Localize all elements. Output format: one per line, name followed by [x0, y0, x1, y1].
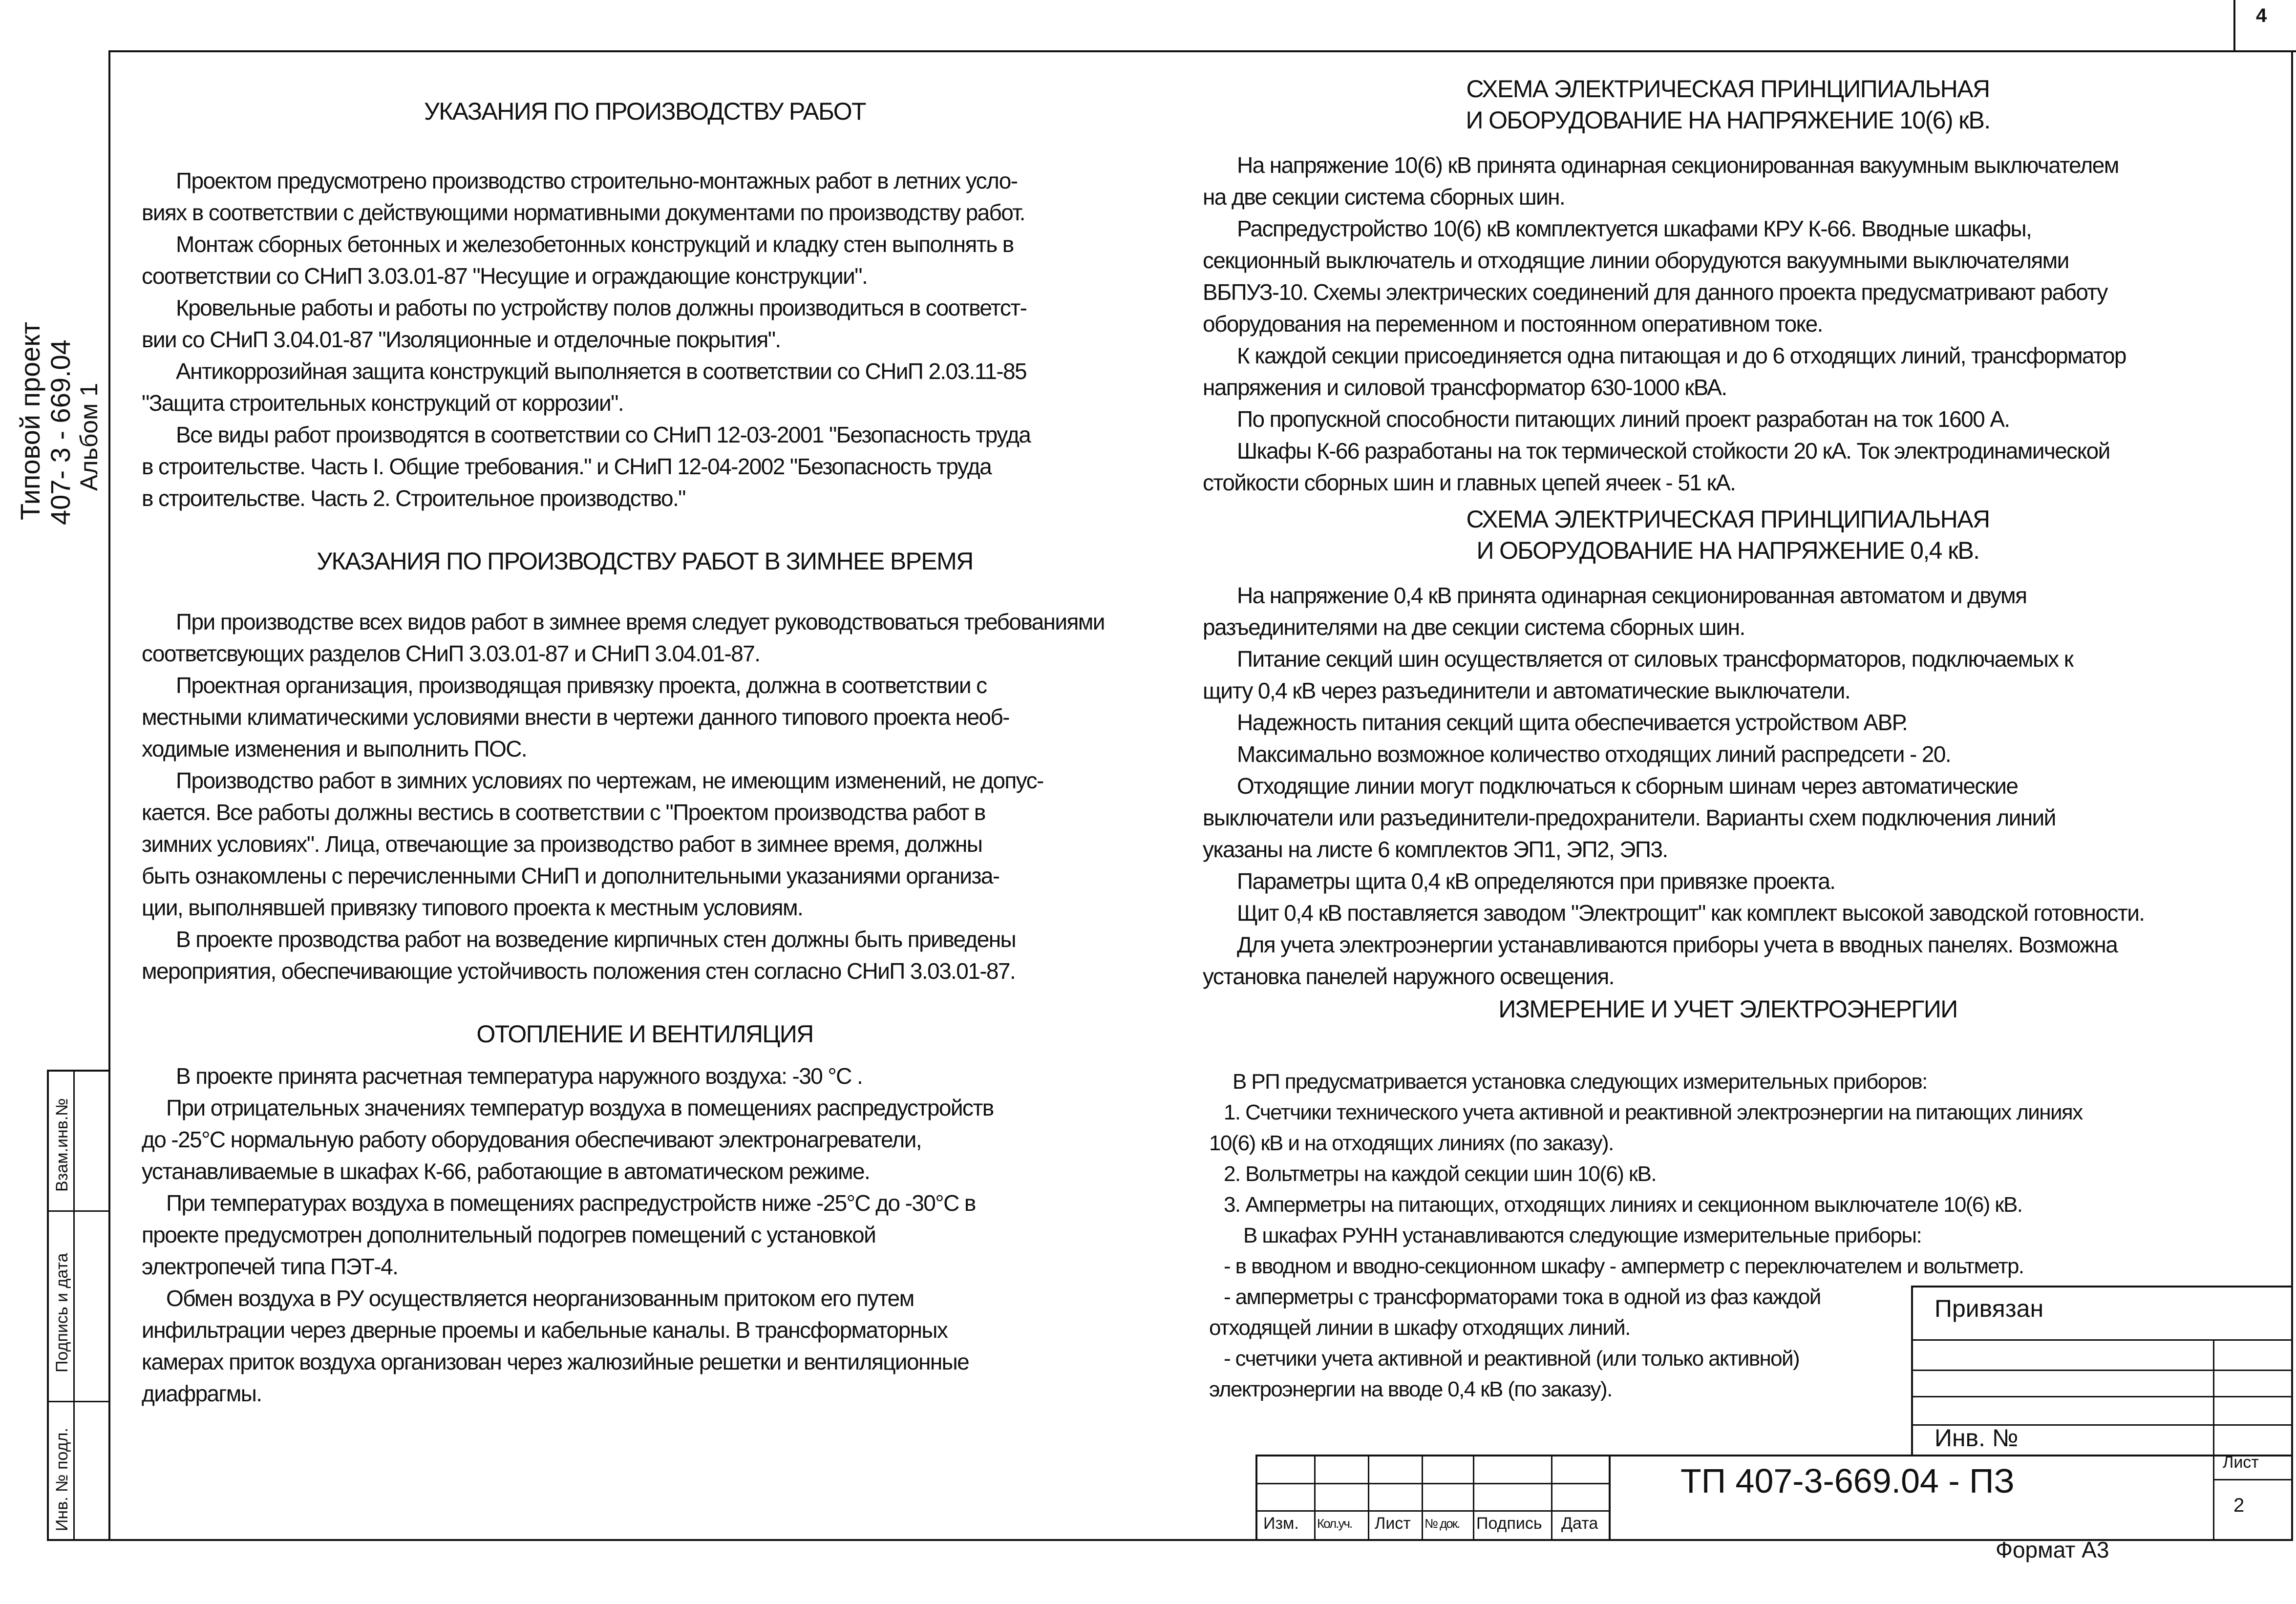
text-line: разъединителями на две секции система сборных шин.: [1203, 614, 1745, 640]
text-line: - амперметры с трансформаторами тока в одной из фаз каждой: [1224, 1285, 1821, 1309]
text-line: соответствии со СНиП 3.03.01-87 "Несущие и ограждающие конструкции".: [142, 263, 868, 289]
side-title-line2: 407- 3 - 669.04: [45, 339, 76, 525]
text-line: Монтаж сборных бетонных и железобетонных конструкций и кладку стен выполнять в: [176, 232, 1014, 257]
text-line: ции, выполнявшей привязку типового проекта к местным условиям.: [142, 895, 803, 920]
privyazan-box-vdiv: [2213, 1339, 2214, 1456]
text-line: быть ознакомлены с перечисленными СНиП и дополнительными указаниями организа-: [142, 863, 999, 888]
text-line: Кровельные работы и работы по устройству полов должны производиться в соответст-: [176, 295, 1027, 320]
text-line: В проекте принята расчетная температура наружного воздуха: -30 °С .: [176, 1063, 863, 1089]
text-line: электропечей типа ПЭТ-4.: [142, 1254, 398, 1279]
stamp-sheet-left: [2213, 1455, 2214, 1541]
text-line: Параметры щита 0,4 кВ определяются при привязке проекта.: [1237, 868, 1835, 894]
stamp-top: [1255, 1455, 2293, 1456]
privyazan-box-top: [1911, 1286, 2293, 1287]
side-title-line3: Альбом 1: [75, 382, 103, 491]
heading-work-instructions: УКАЗАНИЯ ПО ПРОИЗВОДСТВУ РАБОТ: [424, 98, 866, 125]
text-line: По пропускной способности питающих линий проект разработан на ток 1600 А.: [1237, 406, 2010, 432]
heading-metering: ИЗМЕРЕНИЕ И УЧЕТ ЭЛЕКТРОЭНЕРГИИ: [1498, 995, 1957, 1023]
text-line: Проектная организация, производящая привязку проекта, должна в соответствии с: [176, 673, 987, 698]
signature-date-label: Подпись и дата: [53, 1253, 71, 1372]
stamp-col5: [1551, 1455, 1552, 1541]
privyazan-box-row1: [1911, 1339, 2293, 1341]
heading-scheme-10kv-l1: СХЕМА ЭЛЕКТРИЧЕСКАЯ ПРИНЦИПИАЛЬНАЯ: [1466, 75, 1990, 103]
heading-heating-ventilation: ОТОПЛЕНИЕ И ВЕНТИЛЯЦИЯ: [476, 1020, 813, 1048]
format-label: Формат А3: [1996, 1537, 2109, 1562]
stamp-col6: [1609, 1455, 1611, 1541]
text-line: ВБПУЗ-10. Схемы электрических соединений для данного проекта предусматривают работу: [1203, 279, 2107, 305]
privyazan-box-row2: [1911, 1370, 2293, 1371]
text-line: отходящей линии в шкафу отходящих линий.: [1209, 1316, 1630, 1340]
text-line: 1. Счетчики технического учета активной и реактивной электроэнергии на питающих линиях: [1224, 1100, 2083, 1124]
text-line: Шкафы К-66 разработаны на ток термической стойкости 20 кА. Ток электродинамической: [1237, 438, 2110, 464]
text-line: При производстве всех видов работ в зимнее время следует руководствоваться требованиями: [176, 609, 1105, 634]
text-line: На напряжение 0,4 кВ принята одинарная секционированная автоматом и двумя: [1237, 583, 2027, 608]
text-line: Питание секций шин осуществляется от силовых трансформаторов, подключаемых к: [1237, 646, 2073, 672]
text-line: В шкафах РУНН устанавливаются следующие измерительные приборы:: [1243, 1224, 1922, 1247]
text-line: до -25°С нормальную работу оборудования обеспечивают электронагреватели,: [142, 1127, 921, 1152]
text-line: 10(6) кВ и на отходящих линиях (по заказу).: [1209, 1131, 1614, 1155]
text-line: На напряжение 10(6) кВ принята одинарная секционированная вакуумным выключателем: [1237, 152, 2119, 178]
metering-list: [1209, 1066, 2186, 1405]
stamp-col1: [1314, 1455, 1316, 1541]
text-line: установка панелей наружного освещения.: [1203, 964, 1614, 989]
stamp-left: [1255, 1455, 1257, 1541]
text-line: Производство работ в зимних условиях по чертежам, не имеющим изменений, не допус-: [176, 768, 1043, 793]
text-line: в строительстве. Часть I. Общие требования." и СНиП 12-04-2002 "Безопасность труда: [142, 454, 992, 479]
stamp-col-podpis: Подпись: [1476, 1514, 1542, 1533]
text-line: В проекте прозводства работ на возведение кирпичных стен должны быть приведены: [176, 927, 1016, 952]
text-line: В РП предусматривается установка следующих измерительных приборов:: [1233, 1070, 1927, 1094]
frame-right: [2291, 50, 2293, 1541]
stamp-col-kol: Кол.уч.: [1317, 1516, 1352, 1531]
text-line: К каждой секции присоединяется одна питающая и до 6 отходящих линий, трансформатор: [1237, 343, 2126, 368]
text-line: "Защита строительных конструкций от коррозии".: [142, 390, 624, 416]
text-line: 2. Вольтметры на каждой секции шин 10(6) кВ.: [1224, 1162, 1656, 1186]
text-line: устанавливаемые в шкафах К-66, работающие в автоматическом режиме.: [142, 1159, 870, 1184]
text-line: стойкости сборных шин и главных цепей ячеек - 51 кА.: [1203, 470, 1736, 495]
vzam-inv-label: Взам.инв.№: [53, 1098, 71, 1192]
text-line: кается. Все работы должны вестись в соответствии с "Проектом производства работ в: [142, 800, 985, 825]
text-line: напряжения и силовой трансформатор 630-1000 кВА.: [1203, 375, 1727, 400]
text-line: диафрагмы.: [142, 1381, 262, 1406]
text-line: соответсвующих разделов СНиП 3.03.01-87 и СНиП 3.04.01-87.: [142, 641, 760, 666]
stamp-col4: [1473, 1455, 1474, 1541]
stamp-col-ndok: № док.: [1424, 1516, 1460, 1531]
text-line: Проектом предусмотрено производство строительно-монтажных работ в летних усло-: [176, 168, 1018, 193]
heading-scheme-10kv-l2: И ОБОРУДОВАНИЕ НА НАПРЯЖЕНИЕ 10(6) кВ.: [1466, 106, 1990, 134]
text-line: инфильтрации через дверные проемы и кабельные каналы. В трансформаторных: [142, 1317, 948, 1343]
side-strip-div2: [47, 1401, 110, 1402]
text-line: указаны на листе 6 комплектов ЭП1, ЭП2, ЭП3.: [1203, 837, 1668, 862]
text-line: - счетчики учета активной и реактивной (или только активной): [1224, 1347, 1800, 1371]
side-strip-top: [47, 1070, 110, 1072]
text-line: секционный выключатель и отходящие линии оборудуются вакуумными выключателями: [1203, 248, 2069, 273]
stamp-row2: [1255, 1510, 1610, 1512]
text-line: ходимые изменения и выполнить ПОС.: [142, 736, 527, 761]
inv-no-label: Инв. №: [1935, 1424, 2019, 1452]
stamp-sheet-row: [2213, 1479, 2293, 1480]
text-line: электроэнергии на вводе 0,4 кВ (по заказу).: [1209, 1377, 1612, 1401]
frame-top: [108, 50, 2296, 52]
text-line: мероприятия, обеспечивающие устойчивость положения стен согласно СНиП 3.03.01-87.: [142, 958, 1016, 984]
stamp-col-data: Дата: [1561, 1514, 1598, 1533]
text-line: щиту 0,4 кВ через разъединители и автоматические выключатели.: [1203, 678, 1850, 703]
frame-left: [108, 50, 110, 1541]
text-line: Обмен воздуха в РУ осуществляется неорганизованным притоком его путем: [166, 1286, 914, 1311]
text-line: При отрицательных значениях температур воздуха в помещениях распредустройств: [166, 1095, 994, 1120]
right-column: [1203, 73, 2253, 1025]
text-line: Надежность питания секций щита обеспечивается устройством АВР.: [1237, 710, 1908, 735]
text-line: Распредустройство 10(6) кВ комплектуется шкафами КРУ К-66. Вводные шкафы,: [1237, 216, 2032, 241]
frame-bottom: [47, 1539, 2293, 1541]
text-line: При температурах воздуха в помещениях распредустройств ниже -25°С до -30°С в: [166, 1190, 976, 1216]
stamp-col-list: Лист: [1375, 1514, 1411, 1533]
side-strip-mid: [73, 1070, 75, 1541]
text-line: виях в соответствии с действующими нормативными документами по производству работ.: [142, 200, 1025, 225]
text-line: Все виды работ производятся в соответствии со СНиП 12-03-2001 "Безопасность труда: [176, 422, 1031, 447]
text-line: Антикоррозийная защита конструкций выполняется в соответствии со СНиП 2.03.11-85: [176, 359, 1026, 384]
sheet-number: 2: [2233, 1495, 2245, 1516]
privyazan-label: Привязан: [1935, 1295, 2044, 1322]
document-code: ТП 407-3-669.04 - ПЗ: [1680, 1462, 2015, 1500]
page-number: 4: [2256, 5, 2267, 26]
side-strip-div1: [47, 1210, 110, 1212]
text-line: вии со СНиП 3.04.01-87 "Изоляционные и отделочные покрытия".: [142, 327, 781, 352]
heading-scheme-04kv-l2: И ОБОРУДОВАНИЕ НА НАПРЯЖЕНИЕ 0,4 кВ.: [1476, 537, 1979, 564]
side-strip-left: [47, 1070, 49, 1541]
privyazan-box-row3: [1911, 1396, 2293, 1397]
side-title-line1: Типовой проект: [15, 321, 45, 520]
text-line: выключатели или разъединители-предохранители. Варианты схем подключения линий: [1203, 805, 2056, 830]
text-line: на две секции система сборных шин.: [1203, 184, 1565, 210]
text-line: Максимально возможное количество отходящих линий распредсети - 20.: [1237, 741, 1951, 767]
heading-scheme-04kv-l1: СХЕМА ЭЛЕКТРИЧЕСКАЯ ПРИНЦИПИАЛЬНАЯ: [1466, 506, 1990, 533]
stamp-row1: [1255, 1483, 1610, 1484]
text-line: - в вводном и вводно-секционном шкафу - амперметр с переключателем и вольтметр.: [1224, 1254, 2024, 1278]
text-line: зимних условиях". Лица, отвечающие за производство работ в зимнее время, должны: [142, 831, 982, 857]
text-line: Для учета электроэнергии устанавливаются приборы учета в вводных панелях. Возможна: [1237, 932, 2118, 957]
text-line: камерах приток воздуха организован через жалюзийные решетки и вентиляционные: [142, 1349, 969, 1374]
text-line: Отходящие линии могут подключаться к сборным шинам через автоматические: [1237, 773, 2018, 799]
stamp-col2: [1368, 1455, 1369, 1541]
heading-winter-work: УКАЗАНИЯ ПО ПРОИЗВОДСТВУ РАБОТ В ЗИМНЕЕ ВРЕМЯ: [317, 548, 973, 575]
text-line: 3. Амперметры на питающих, отходящих линиях и секционном выключателе 10(6) кВ.: [1224, 1193, 2022, 1217]
text-line: Щит 0,4 кВ поставляется заводом "Электрощит" как комплект высокой заводской готовности.: [1237, 900, 2145, 926]
text-line: в строительстве. Часть 2. Строительное производство.": [142, 485, 685, 511]
stamp-col3: [1422, 1455, 1423, 1541]
left-column: [142, 96, 1148, 1410]
text-line: местными климатическими условиями внести в чертежи данного типового проекта необ-: [142, 704, 1009, 730]
inv-podl-label: Инв. № подл.: [53, 1428, 71, 1531]
stamp-col-izm: Изм.: [1263, 1514, 1299, 1533]
text-line: проекте предусмотрен дополнительный подогрев помещений с установкой: [142, 1222, 876, 1247]
sheet-label: Лист: [2223, 1453, 2259, 1472]
pagenum-box-left: [2233, 0, 2235, 51]
text-line: оборудования на переменном и постоянном оперативном токе.: [1203, 311, 1823, 337]
